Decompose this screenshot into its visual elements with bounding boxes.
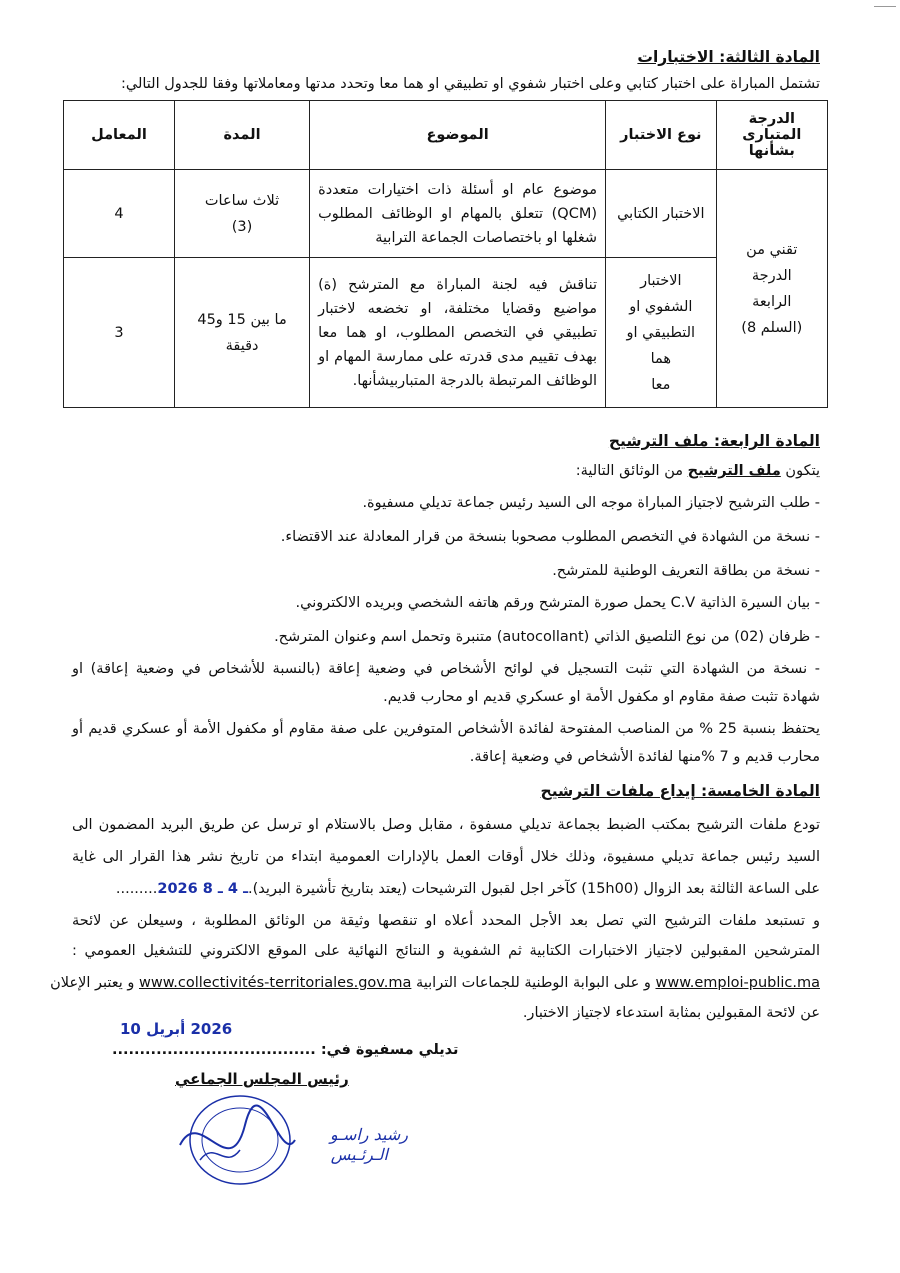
article5-line: تودع ملفات الترشيح بمكتب الضبط بجماعة تديلي مسفوة ، مقابل وصل بالاستلام او ترسل عن طريق البريد المضمون الى <box>72 817 820 833</box>
type-line: الاختبار <box>640 272 682 289</box>
deadline-date: 2026 ـ 4 ـ 8 <box>157 881 249 897</box>
header-grade: الدرجة المتبارى بشأنها <box>716 101 827 170</box>
coef-cell: 3 <box>64 258 175 408</box>
quota-line: محارب قديم و 7 %منها لفائدة الأشخاص في وضعية إعاقة. <box>469 749 820 765</box>
type-line: التطبيقي او هما <box>626 324 696 367</box>
subject-cell: موضوع عام او أسئلة ذات اختيارات متعددة (QCM) تتعلق بالمهام او الوظائف المطلوب شغلها او باختصاصات الجماعة الترابية <box>310 170 606 258</box>
header-coef: المعامل <box>64 101 175 170</box>
subject-cell: تناقش فيه لجنة المباراة مع المترشح (ة) مواضيع وقضايا مختلفة، او تخضعه لاختبار تطبيقي في التخصص المطلوب، او هما معا بهدف تقييم مدى قدرته على ممارسة المهام او الوظائف المرتبطة بالدرجة المتباربيشأنها. <box>310 258 606 408</box>
article5-heading <box>72 782 820 800</box>
sites-mid-text: و على البوابة الوطنية للجماعات الترابية <box>411 975 656 991</box>
duration-line: ثلاث ساعات <box>204 192 280 209</box>
type-cell <box>606 258 717 408</box>
deadline-text: على الساعة الثالثة بعد الزوال (15h00) كآخر اجل لقبول الترشيحات (يعتد بتاريخ تأشيرة البريد). <box>248 881 820 897</box>
site-link-collectivites[interactable]: www.collectivités-territoriales.gov.ma <box>139 975 412 991</box>
article5-line: و تستبعد ملفات الترشيح التي تصل بعد الأجل المحدد أعلاه او تنقصها وثيقة من الوثائق المطلوبة ، وسيعلن عن لائحة <box>72 913 820 929</box>
signature-place: تديلي مسفيوة في: ..................................... <box>112 1042 459 1058</box>
signatory-name: رشيد راسـو <box>330 1125 408 1144</box>
article4-intro-b: ملف الترشيح <box>687 463 781 479</box>
deadline-dots: ......... <box>115 881 158 897</box>
table-row <box>64 258 828 408</box>
table-row <box>64 170 828 258</box>
article4-heading <box>72 432 820 450</box>
signature-title: رئيس المجلس الجماعي <box>175 1070 349 1088</box>
official-stamp <box>170 1085 300 1195</box>
article5-line: السيد رئيس جماعة تديلي مسفيوة، وذلك خلال أوقات العمل بالإدارات العمومية ابتداء من تاريخ نشر هذا القرار الى غاية <box>72 849 820 865</box>
duration-line: ما بين 15 و45 <box>197 311 287 328</box>
type-line: الاختبار الكتابي <box>617 205 705 222</box>
quota-line: يحتفظ بنسبة 25 % من المناصب المفتوحة لفائدة الأشخاص المتوفرين على صفة مقاوم أو مكفول الأمة أو عسكري قديم أو <box>72 721 820 737</box>
header-duration: المدة <box>174 101 309 170</box>
coef-cell: 4 <box>64 170 175 258</box>
list-item-cont: شهادة تثبت صفة مقاوم او مكفول الأمة او عسكري قديم او محارب قديم. <box>383 689 820 705</box>
article3-heading: المادة الثالثة: الاختبارات <box>637 48 820 66</box>
type-line: معا <box>651 376 671 393</box>
grade-line: (السلم 8) <box>741 319 803 336</box>
site-link-emploi[interactable]: www.emploi-public.ma <box>655 975 820 991</box>
article4-intro-a: يتكون <box>780 463 820 479</box>
duration-line: (3) <box>231 218 253 235</box>
table-header-row <box>64 101 828 170</box>
article5-sites-line <box>50 974 820 992</box>
article4-intro <box>72 462 820 480</box>
article5-line: المترشحين المقبولين لاجتياز الاختبارات الكتابية ثم الشفوية و النتائج النهائية على الموقع الالكتروني للتشغيل العمومي : <box>72 943 820 959</box>
header-subject: الموضوع <box>310 101 606 170</box>
article5-deadline-line <box>72 880 820 898</box>
list-item: - نسخة من الشهادة التي تثبت التسجيل في لوائح الأشخاص في وضعية إعاقة (بالنسبة للأشخاص في وضعية إعاقة) او <box>72 661 820 677</box>
grade-cell <box>716 170 827 408</box>
duration-cell <box>174 170 309 258</box>
grade-line: الرابعة <box>752 293 792 310</box>
article5-heading-main: إيداع ملفات الترشيح <box>540 782 696 800</box>
header-type: نوع الاختبار <box>606 101 717 170</box>
article4-intro-c: من الوثائق التالية: <box>575 463 688 479</box>
duration-cell <box>174 258 309 408</box>
corner-mark <box>874 6 896 11</box>
article4-heading-prefix: المادة الرابعة: <box>708 432 820 450</box>
exams-table <box>63 100 828 408</box>
list-item: - نسخة من بطاقة التعريف الوطنية للمترشح. <box>552 563 820 579</box>
signatory <box>330 1125 408 1165</box>
sites-end-text: و يعتبر الإعلان <box>50 975 140 991</box>
duration-line: دقيقة <box>225 337 259 354</box>
type-cell <box>606 170 717 258</box>
type-line: الشفوي او <box>629 298 693 315</box>
list-item: - ظرفان (02) من نوع التلصيق الذاتي (autocollant) متنبرة وتحمل اسم وعنوان المترشح. <box>274 629 820 645</box>
date-stamp: 2026 أبريل 10 <box>120 1020 233 1038</box>
article3-intro: تشتمل المباراة على اختبار كتابي وعلى اختبار شفوي او تطبيقي او هما معا وتحدد مدتها ومعاملاتها وفقا للجدول التالي: <box>120 76 820 92</box>
list-item: - طلب الترشيح لاجتياز المباراة موجه الى السيد رئيس جماعة تديلي مسفيوة. <box>362 495 820 511</box>
signatory-role: الـرئـيس <box>330 1145 388 1164</box>
article5-heading-prefix: المادة الخامسة: <box>695 782 820 800</box>
list-item: - بيان السيرة الذاتية C.V يحمل صورة المترشح ورقم هاتفه الشخصي وبريده الالكتروني. <box>295 595 820 611</box>
article4-heading-main: ملف الترشيح <box>608 432 709 450</box>
list-item: - نسخة من الشهادة في التخصص المطلوب مصحوبا بنسخة من قرار المعادلة عند الاقتضاء. <box>280 529 820 545</box>
article5-line: عن لائحة المقبولين بمثابة استدعاء لاجتياز الاختبار. <box>522 1005 820 1021</box>
grade-line: تقني من الدرجة <box>746 241 798 284</box>
